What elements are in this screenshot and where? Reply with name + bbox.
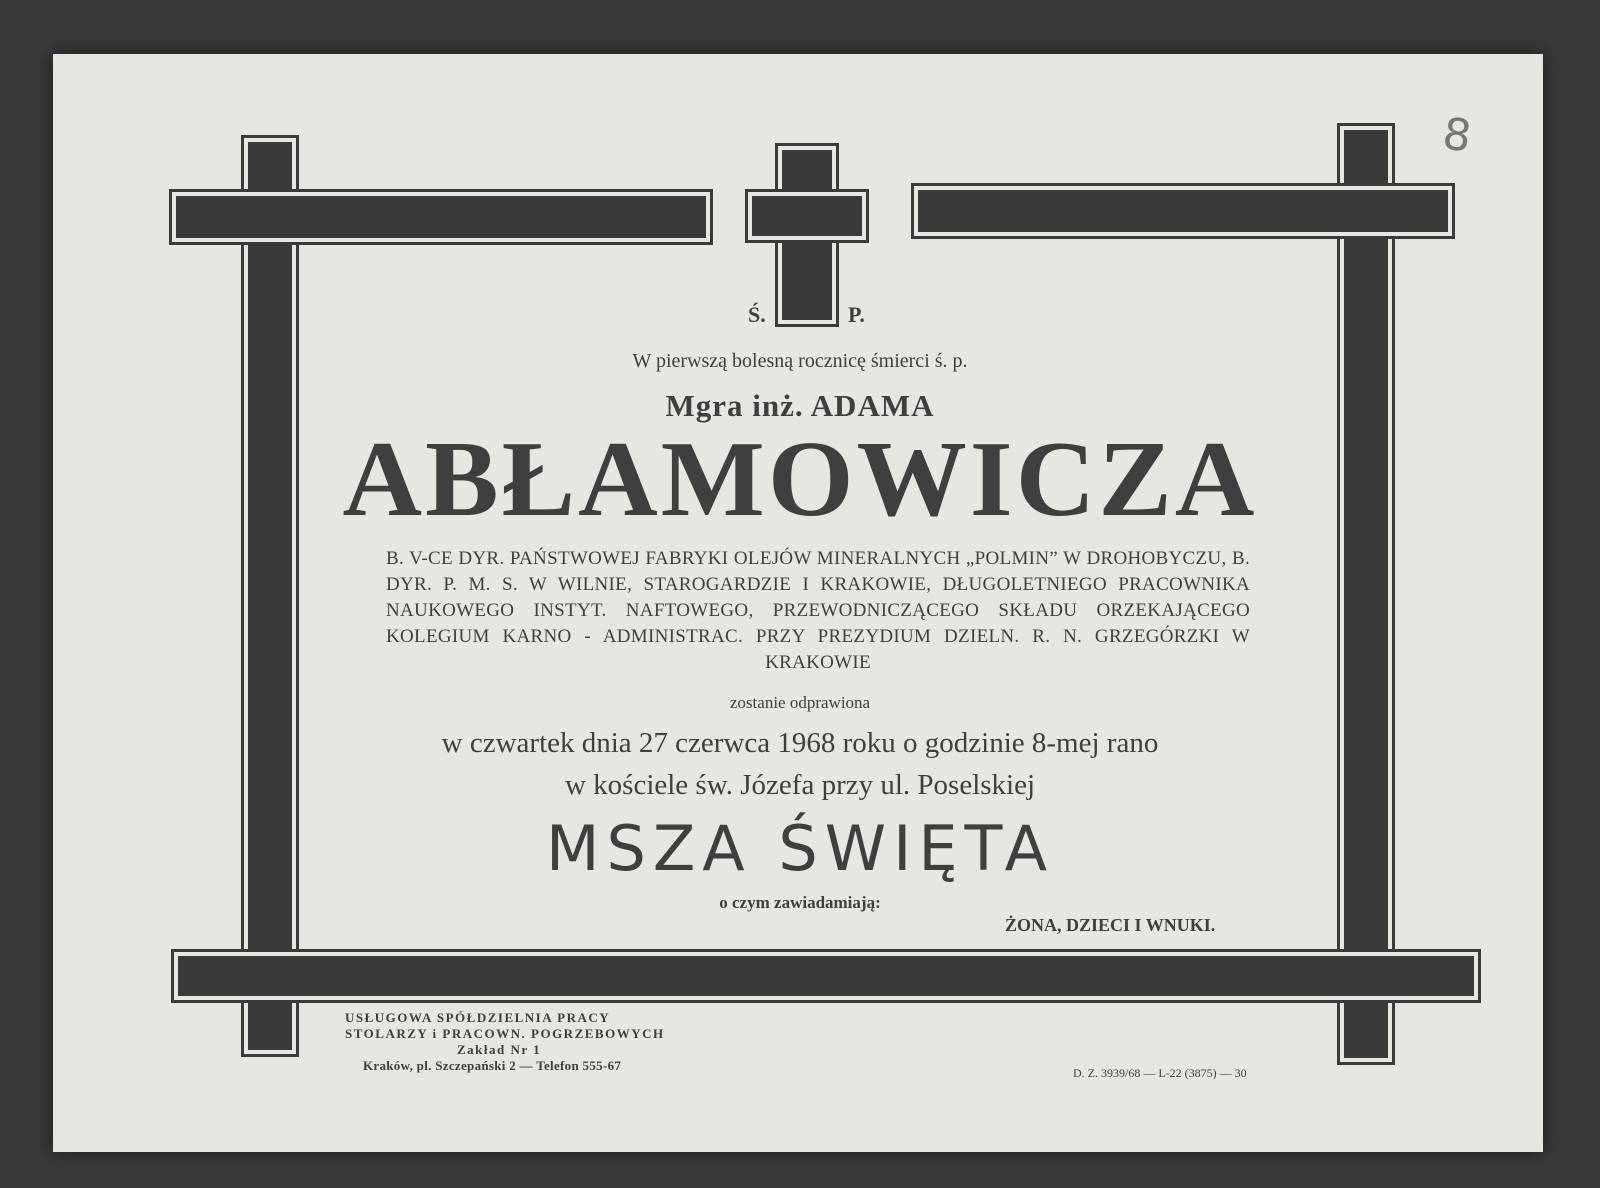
deceased-description: B. V-CE DYR. PAŃSTWOWEJ FABRYKI OLEJÓW MINERALNYCH „POLMIN” W DROHOBYCZU, B. DYR. P. M. S. W WILNIE, STAROGARDZIE I KRAKOWIE, DŁUGOLETNIEGO PRACOWNIKA NAUKOWEGO INSTYT. NAFTOWEGO, PRZEWODNICZĄCEGO SKŁADU ORZEKAJĄCEGO KOLEGIUM KARNO - ADMINISTRAC. PRZY PREZYDIUM DZIELN. R. N. GRZEGÓRZKI W KRAKOWIE bbox=[386, 548, 1250, 673]
family-signature: ŻONA, DZIECI I WNUKI. bbox=[1005, 915, 1216, 935]
frame-top-left-bar bbox=[172, 192, 710, 242]
date-time-line: w czwartek dnia 27 czerwca 1968 roku o godzinie 8-mej rano bbox=[441, 727, 1159, 759]
printer-line-1: USŁUGOWA SPÓŁDZIELNIA PRACY bbox=[345, 1010, 611, 1025]
deceased-title-name: Mgra inż. ADAMA bbox=[665, 388, 935, 423]
sp-right: P. bbox=[848, 302, 865, 327]
mass-heading: MSZA ŚWIĘTA bbox=[545, 812, 1055, 885]
frame-right-post bbox=[1340, 126, 1392, 1062]
place-line: w kościele św. Józefa przy ul. Poselskiej bbox=[564, 769, 1036, 801]
intro-line: W pierwszą bolesną rocznicę śmierci ś. p. bbox=[632, 350, 968, 372]
frame-left-post bbox=[244, 138, 296, 1054]
printer-line-2: STOLARZY i PRACOWN. POGRZEBOWYCH bbox=[345, 1026, 665, 1041]
printer-line-3: Zakład Nr 1 bbox=[457, 1042, 542, 1057]
deceased-surname: ABŁAMOWICZA bbox=[342, 420, 1258, 539]
printer-imprint bbox=[345, 1010, 665, 1074]
frame-bottom-bar bbox=[174, 952, 1478, 1000]
sp-left: Ś. bbox=[748, 302, 766, 327]
frame-top-right-bar bbox=[914, 186, 1452, 236]
handwritten-number: 8 bbox=[1439, 108, 1475, 163]
announce-line: o czym zawiadamiają: bbox=[719, 893, 881, 912]
cross-icon-center bbox=[782, 196, 832, 236]
printer-line-4: Kraków, pl. Szczepański 2 — Telefon 555-67 bbox=[363, 1058, 622, 1073]
print-code: D. Z. 3939/68 — L-22 (3875) — 30 bbox=[1073, 1066, 1247, 1080]
will-be-held-line: zostanie odprawiona bbox=[729, 693, 871, 712]
